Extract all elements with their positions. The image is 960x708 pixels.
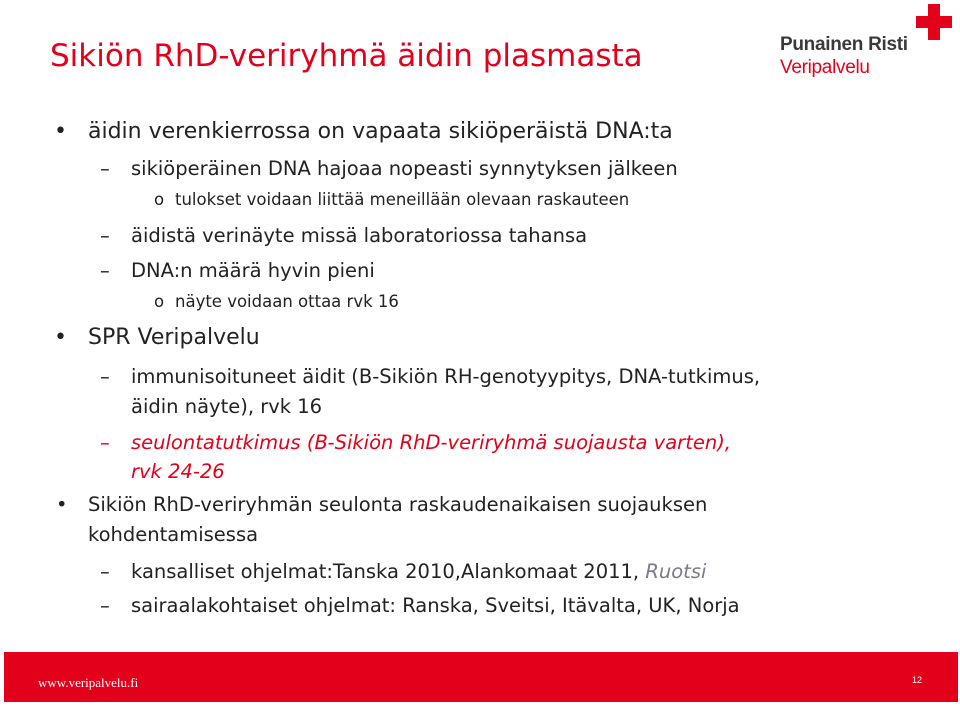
sub-item-muted: Ruotsi bbox=[645, 560, 707, 583]
bullet-item-continuation: kohdentamisessa bbox=[88, 523, 259, 546]
footer-bar bbox=[4, 652, 958, 702]
dash-marker: – bbox=[100, 365, 110, 388]
page-number: 12 bbox=[911, 675, 922, 685]
red-cross-icon bbox=[916, 4, 952, 40]
dash-marker: – bbox=[100, 431, 110, 454]
bullet-item: SPR Veripalvelu bbox=[88, 325, 260, 350]
sub-sub-item: tulokset voidaan liittää meneillään olevaan raskauteen bbox=[175, 190, 630, 209]
slide-title: Sikiön RhD-veriryhmä äidin plasmasta bbox=[50, 38, 643, 74]
dash-marker: – bbox=[100, 560, 110, 583]
dash-marker: – bbox=[100, 594, 110, 617]
logo-line1: Punainen Risti bbox=[780, 34, 908, 55]
sub-item-continuation: äidin näyte), rvk 16 bbox=[131, 395, 323, 418]
bullet-marker: • bbox=[56, 493, 68, 516]
sub-sub-item: näyte voidaan ottaa rvk 16 bbox=[175, 292, 399, 311]
circle-marker: o bbox=[154, 292, 165, 311]
bullet-item: äidin verenkierrossa on vapaata sikiöperäistä DNA:ta bbox=[88, 119, 673, 144]
bullet-marker: • bbox=[54, 119, 67, 144]
sub-item: DNA:n määrä hyvin pieni bbox=[131, 259, 375, 282]
sub-item: sikiöperäinen DNA hajoaa nopeasti synnytyksen jälkeen bbox=[131, 157, 678, 180]
sub-item-highlight-continuation: rvk 24-26 bbox=[131, 460, 225, 483]
sub-item: sairaalakohtaiset ohjelmat: Ranska, Sveitsi, Itävalta, UK, Norja bbox=[131, 594, 740, 617]
sub-item: äidistä verinäyte missä laboratoriossa tahansa bbox=[131, 224, 588, 247]
dash-marker: – bbox=[100, 259, 110, 282]
bullet-item: Sikiön RhD-veriryhmän seulonta raskaudenaikaisen suojauksen bbox=[88, 493, 708, 516]
dash-marker: – bbox=[100, 224, 110, 247]
sub-item: immunisoituneet äidit (B-Sikiön RH-genotyypitys, DNA-tutkimus, bbox=[131, 365, 761, 388]
sub-item bbox=[131, 560, 706, 583]
bullet-marker: • bbox=[54, 325, 67, 350]
footer-url: www.veripalvelu.fi bbox=[38, 675, 139, 690]
sub-item-text: kansalliset ohjelmat:Tanska 2010,Alankomaat 2011, bbox=[131, 560, 646, 583]
sub-item-highlight: seulontatutkimus (B-Sikiön RhD-veriryhmä suojausta varten), bbox=[131, 431, 731, 454]
logo bbox=[774, 0, 960, 80]
logo-line2: Veripalvelu bbox=[780, 57, 870, 78]
circle-marker: o bbox=[154, 190, 165, 209]
dash-marker: – bbox=[100, 157, 110, 180]
